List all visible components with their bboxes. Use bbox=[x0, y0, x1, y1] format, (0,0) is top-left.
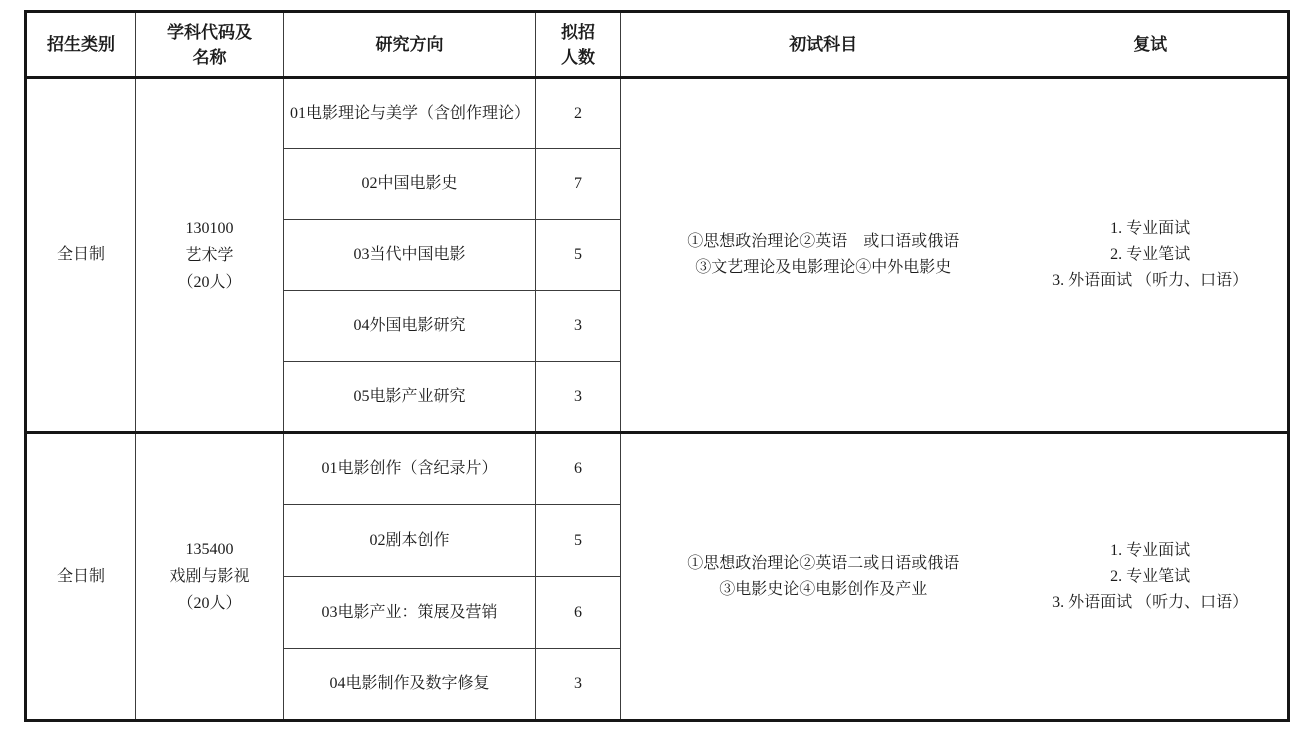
subject-count-line: （20人） bbox=[177, 595, 242, 612]
initial-exam-line2: ③电影史论④电影创作及产业 bbox=[719, 580, 928, 598]
retest-item-2: 2. 专业笔试 bbox=[1110, 567, 1191, 585]
quota-cell: 2 bbox=[536, 78, 621, 149]
initial-exam-line2: ③文艺理论及电影理论④中外电影史 bbox=[695, 259, 952, 276]
direction-cell: 04外国电影研究 bbox=[284, 291, 536, 362]
subject-count-line: （20人） bbox=[177, 273, 242, 291]
subject-name-line: 戏剧与影视 bbox=[169, 568, 250, 585]
subject-code-cell-group1 bbox=[136, 78, 284, 433]
subject-name-line: 艺术学 bbox=[185, 246, 234, 264]
header-subject-code-line2: 名称 bbox=[192, 47, 227, 67]
header-quota-line1: 拟招 bbox=[561, 22, 595, 42]
header-planned-quota bbox=[536, 12, 621, 78]
table-row bbox=[26, 78, 1289, 149]
quota-cell: 7 bbox=[536, 149, 621, 220]
table-header-row bbox=[26, 12, 1289, 78]
direction-cell: 03当代中国电影 bbox=[284, 220, 536, 291]
header-subject-code-name bbox=[136, 12, 284, 78]
quota-cell: 5 bbox=[536, 505, 621, 577]
quota-cell: 6 bbox=[536, 433, 621, 505]
direction-cell: 02剧本创作 bbox=[284, 505, 536, 577]
admissions-table bbox=[24, 10, 1290, 722]
subject-code-line: 135400 bbox=[185, 541, 234, 558]
retest-item-1: 1. 专业面试 bbox=[1110, 220, 1191, 237]
quota-cell: 3 bbox=[536, 362, 621, 433]
direction-cell: 04电影制作及数字修复 bbox=[284, 649, 536, 721]
retest-item-3: 3. 外语面试 （听力、口语） bbox=[1052, 272, 1249, 289]
subject-code-cell-group2 bbox=[136, 433, 284, 721]
retest-item-3: 3. 外语面试 （听力、口语） bbox=[1052, 593, 1249, 611]
header-research-direction: 研究方向 bbox=[284, 12, 536, 78]
direction-cell: 01电影创作（含纪录片） bbox=[284, 433, 536, 505]
category-cell-group2: 全日制 bbox=[26, 433, 136, 721]
table-row bbox=[26, 433, 1289, 505]
category-cell-group1: 全日制 bbox=[26, 78, 136, 433]
header-quota-line2: 人数 bbox=[561, 47, 595, 67]
initial-exam-text bbox=[627, 229, 1019, 281]
retest-item-2: 2. 专业笔试 bbox=[1110, 246, 1191, 263]
initial-exam-text bbox=[627, 551, 1019, 603]
direction-cell: 02中国电影史 bbox=[284, 149, 536, 220]
exam-retest-cell-group1 bbox=[621, 78, 1289, 433]
quota-cell: 6 bbox=[536, 577, 621, 649]
header-exam-retest bbox=[621, 12, 1289, 78]
direction-cell: 03电影产业：策展及营销 bbox=[284, 577, 536, 649]
quota-cell: 3 bbox=[536, 649, 621, 721]
exam-retest-cell-group2 bbox=[621, 433, 1289, 721]
header-initial-exam: 初试科目 bbox=[789, 35, 858, 54]
header-retest: 复试 bbox=[1133, 35, 1168, 54]
direction-cell: 05电影产业研究 bbox=[284, 362, 536, 433]
subject-code-line: 130100 bbox=[185, 219, 234, 237]
retest-text bbox=[1019, 538, 1281, 616]
retest-item-1: 1. 专业面试 bbox=[1110, 541, 1191, 559]
quota-cell: 3 bbox=[536, 291, 621, 362]
initial-exam-line1: ①思想政治理论②英语二或日语或俄语 bbox=[687, 554, 960, 572]
header-subject-code-line1: 学科代码及 bbox=[167, 22, 252, 42]
quota-cell: 5 bbox=[536, 220, 621, 291]
initial-exam-line1: ①思想政治理论②英语 或口语或俄语 bbox=[687, 233, 960, 250]
retest-text bbox=[1019, 216, 1281, 294]
direction-cell: 01电影理论与美学（含创作理论） bbox=[284, 78, 536, 149]
header-enrollment-category: 招生类别 bbox=[26, 12, 136, 78]
